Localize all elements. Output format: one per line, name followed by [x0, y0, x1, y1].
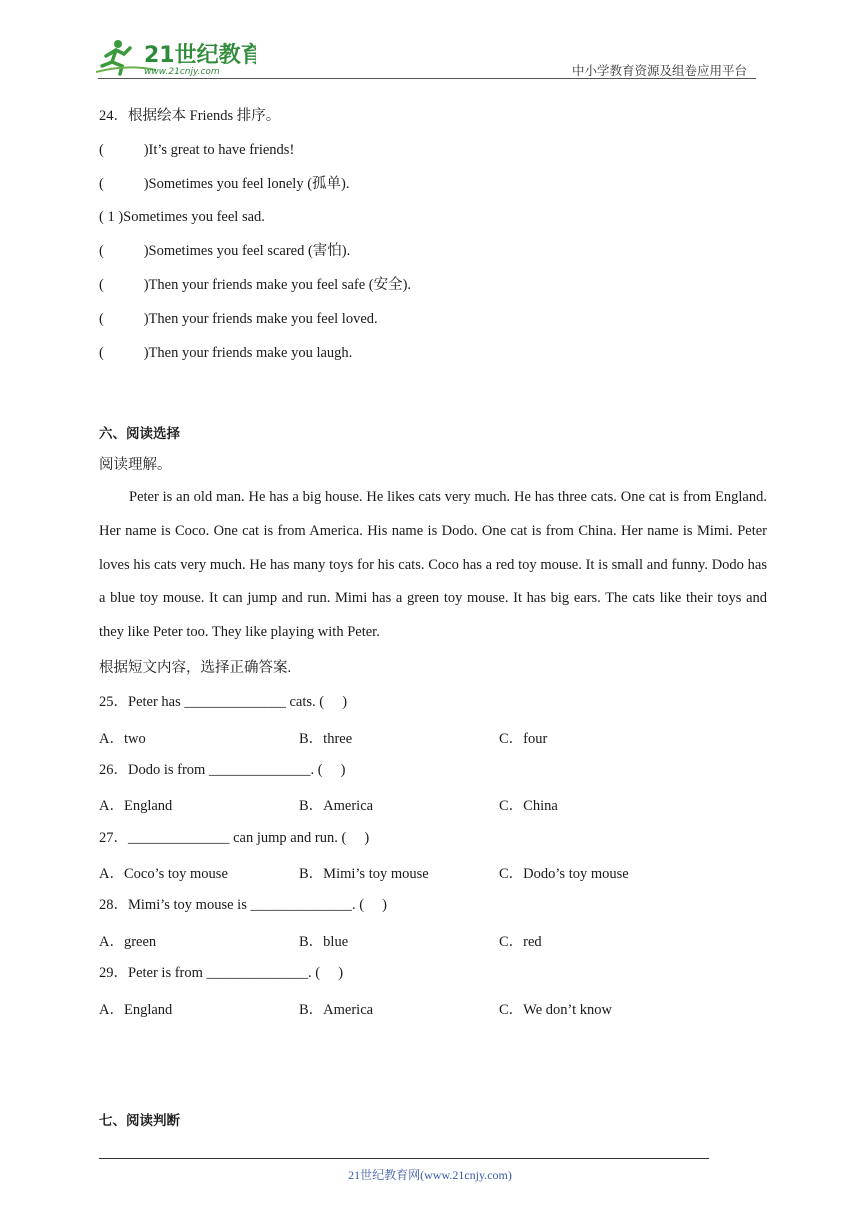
option-c: C．red	[499, 934, 542, 950]
question-stem: 26．Dodo is from ______________. ( )	[99, 762, 346, 778]
section-intro: 阅读理解。	[99, 457, 172, 473]
q24-line: ( )Sometimes you feel lonely (孤单).	[99, 176, 350, 192]
question-stem: 27．______________ can jump and run. ( )	[99, 830, 370, 846]
q24-line: ( )It’s great to have friends!	[99, 142, 295, 158]
instruction: 根据短文内容，选择正确答案.	[99, 660, 292, 676]
section-heading: 六、阅读选择	[99, 426, 180, 442]
q24-line: ( )Then your friends make you feel safe (安全).	[99, 277, 412, 293]
option-b: B．blue	[299, 934, 349, 950]
q24-line: ( )Sometimes you feel scared (害怕).	[99, 243, 351, 259]
option-c: C．Dodo’s toy mouse	[499, 866, 629, 882]
option-c: C．China	[499, 798, 558, 814]
platform-name: 中小学教育资源及组卷应用平台	[572, 64, 748, 78]
header-divider	[98, 78, 756, 79]
option-b: B．three	[299, 731, 353, 747]
footer-text: 21世纪教育网(www.21cnjy.com)	[348, 1168, 512, 1182]
option-a: A．England	[99, 1002, 173, 1018]
option-b: B．America	[299, 1002, 374, 1018]
question-stem: 28．Mimi’s toy mouse is ______________. ( )	[99, 897, 387, 913]
footer-divider	[99, 1158, 709, 1159]
option-a: A．green	[99, 934, 157, 950]
q24-line: ( 1 )Sometimes you feel sad.	[99, 209, 265, 225]
option-a: A．Coco’s toy mouse	[99, 866, 228, 882]
site-logo	[96, 36, 256, 80]
option-a: A．two	[99, 731, 146, 747]
reading-passage: Peter is an old man. He has a big house. He likes cats very much. He has three cats. One cat is from England. Her name is Coco. One cat is from America. His name is Dodo. One cat is from China. Her name is Mimi. Peter loves his cats very much. He has many toys for his cats. Coco has a red toy mouse. It is small and funny. Dodo has a blue toy mouse. It can jump and run. Mimi has a green toy mouse. It has big ears. The cats like their toys and they like Peter too. They like playing with Peter.	[99, 489, 767, 641]
q24-line: ( )Then your friends make you laugh.	[99, 345, 353, 361]
option-a: A．England	[99, 798, 173, 814]
section-heading: 七、阅读判断	[99, 1113, 180, 1129]
option-b: B．Mimi’s toy mouse	[299, 866, 429, 882]
option-c: C．We don’t know	[499, 1002, 612, 1018]
svg-text:www.21cnjy.com: www.21cnjy.com	[144, 67, 220, 77]
q24-title: 24．根据绘本 Friends 排序。	[99, 108, 281, 124]
option-c: C．four	[499, 731, 548, 747]
option-b: B．America	[299, 798, 374, 814]
q24-line: ( )Then your friends make you feel loved.	[99, 311, 378, 327]
question-stem: 29．Peter is from ______________. ( )	[99, 965, 344, 981]
question-stem: 25．Peter has ______________ cats. ( )	[99, 694, 348, 710]
svg-text:21世纪教育: 21世纪教育	[144, 43, 256, 68]
